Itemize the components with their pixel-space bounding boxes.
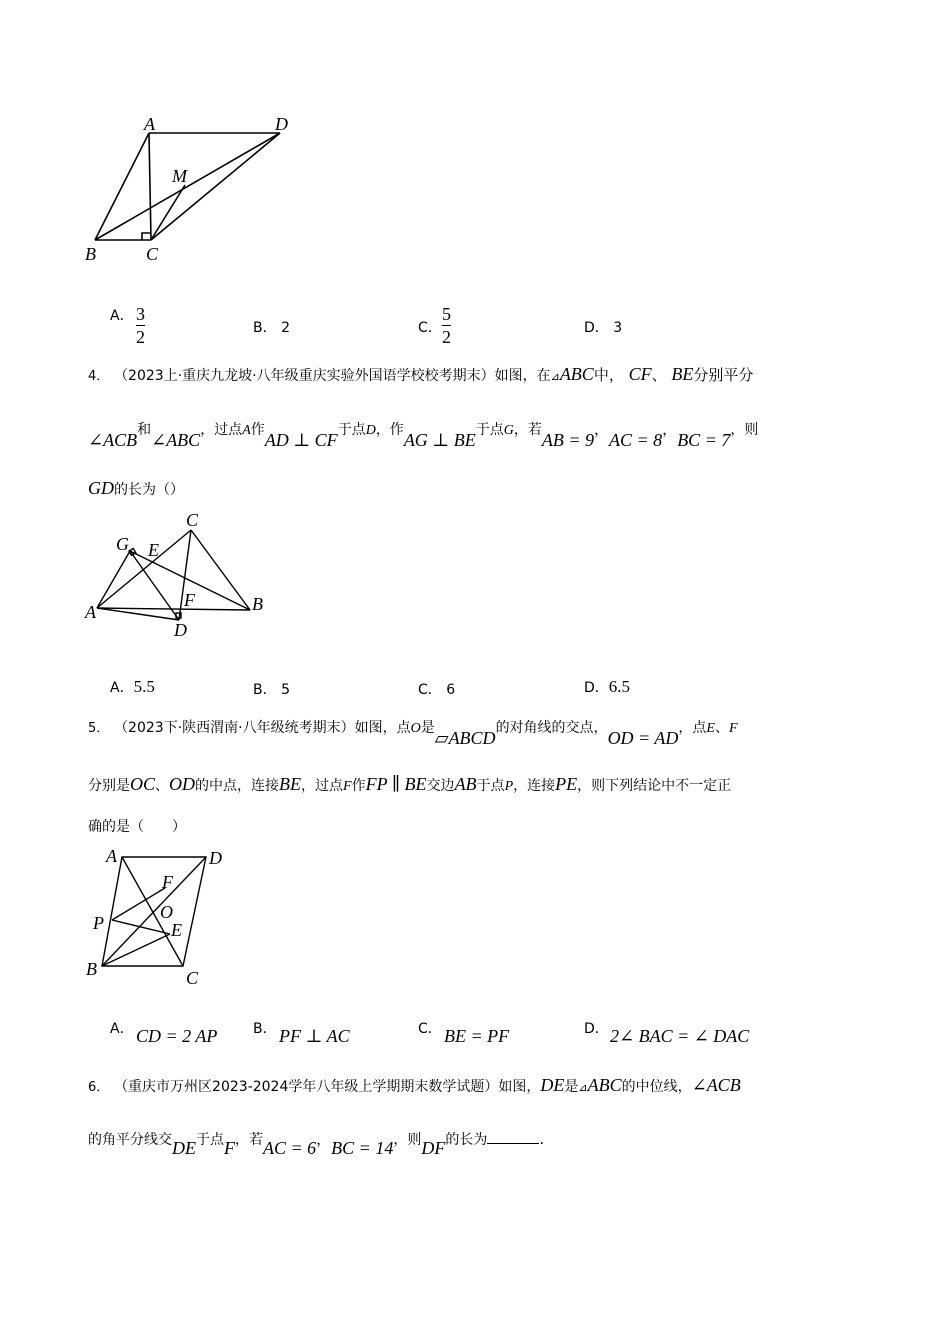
- q5-option-d[interactable]: D．: [584, 1021, 609, 1037]
- q5-option-c[interactable]: C．: [418, 1021, 442, 1037]
- q5-line2: 分别是OC、OD的中点，连接BE，过点F作FP ∥ BE交边AB于点P，连接PE，则下列结论中不一定正: [88, 774, 732, 794]
- q5-line3: 确的是（ ）: [88, 819, 186, 835]
- q5-source: （2023下·陕西渭南·八年级统考期末）如图，点: [114, 720, 411, 736]
- q5-label-D: D: [209, 848, 222, 868]
- q3-label-A: A: [144, 114, 155, 134]
- answer-blank[interactable]: [487, 1129, 539, 1144]
- q4-number: 4．: [88, 369, 110, 384]
- q3-option-d[interactable]: D． 3: [584, 320, 623, 336]
- q4-label-E: E: [148, 540, 159, 560]
- q5-option-c-value: BE = PF: [444, 1026, 510, 1046]
- q4-label-F: F: [184, 590, 195, 610]
- q4-option-a[interactable]: A．5.5: [110, 677, 155, 696]
- q5-option-a-value: CD = 2 AP: [136, 1026, 218, 1046]
- q4-label-C: C: [186, 510, 199, 530]
- q6-line1: 6． （重庆市万州区2023-2024学年八年级上学期期末数学试题）如图，DE是⊿ABC的中位线，∠ACB: [88, 1075, 741, 1095]
- q3-label-D: D: [275, 114, 288, 134]
- q3-option-c-value: 5 2: [442, 304, 451, 347]
- q3-option-c[interactable]: C．: [418, 320, 442, 336]
- q3-option-a-value: 3 2: [136, 304, 145, 347]
- q4-option-b[interactable]: B． 5: [253, 682, 290, 698]
- q3-option-a[interactable]: A．: [110, 308, 134, 324]
- q5-line1: 5． （2023下·陕西渭南·八年级统考期末）如图，点O是▱ABCD的对角线的交点，OD = AD，点E、F: [88, 720, 738, 748]
- q5-label-A: A: [106, 846, 117, 866]
- q4-source: （2023上·重庆九龙坡·八年级重庆实验外国语学校校考期末）如图，在: [114, 368, 551, 384]
- q3-label-M: M: [172, 166, 187, 186]
- q5-label-B: B: [86, 959, 97, 979]
- q4-label-B: B: [252, 594, 263, 614]
- q3-label-B: B: [85, 244, 96, 264]
- q5-label-O: O: [160, 902, 173, 922]
- q4-option-d[interactable]: D．6.5: [584, 677, 631, 696]
- q5-option-d-value: 2∠ BAC = ∠ DAC: [610, 1026, 750, 1046]
- q5-label-P: P: [93, 913, 104, 933]
- q6-number: 6．: [88, 1080, 110, 1095]
- q5-option-b-value: PF ⊥ AC: [279, 1026, 350, 1046]
- q5-label-E: E: [171, 920, 182, 940]
- q4-line2: ∠ACB和∠ABC，过点A作AD ⊥ CF于点D，作AG ⊥ BE于点G，若AB = 9，AC = 8，BC = 7，则: [88, 420, 759, 450]
- q4-label-D: D: [174, 620, 187, 640]
- q4-label-A: A: [85, 602, 96, 622]
- q4-figure: [80, 505, 280, 645]
- q3-figure: [80, 110, 310, 270]
- q5-label-C: C: [186, 968, 199, 988]
- q3-option-b[interactable]: B． 2: [253, 320, 290, 336]
- q6-line2: 的角平分线交DE于点F，若AC = 6，BC = 14，则DF的长为 .: [88, 1130, 545, 1158]
- q5-option-b[interactable]: B．: [253, 1021, 277, 1037]
- q5-number: 5．: [88, 721, 110, 736]
- q3-label-C: C: [146, 244, 159, 264]
- q4-line1: 4． （2023上·重庆九龙坡·八年级重庆实验外国语学校校考期末）如图，在⊿ABC中， CF、 BE分别平分: [88, 364, 754, 384]
- q5-label-F: F: [162, 872, 173, 892]
- q5-figure: [82, 840, 242, 990]
- q6-source: （重庆市万州区2023-2024学年八年级上学期期末数学试题）如图，: [114, 1079, 541, 1095]
- q4-label-G: G: [116, 534, 129, 554]
- q5-option-a[interactable]: A．: [110, 1021, 134, 1037]
- q4-option-c[interactable]: C． 6: [418, 682, 456, 698]
- q4-line3: GD的长为（）: [88, 478, 184, 498]
